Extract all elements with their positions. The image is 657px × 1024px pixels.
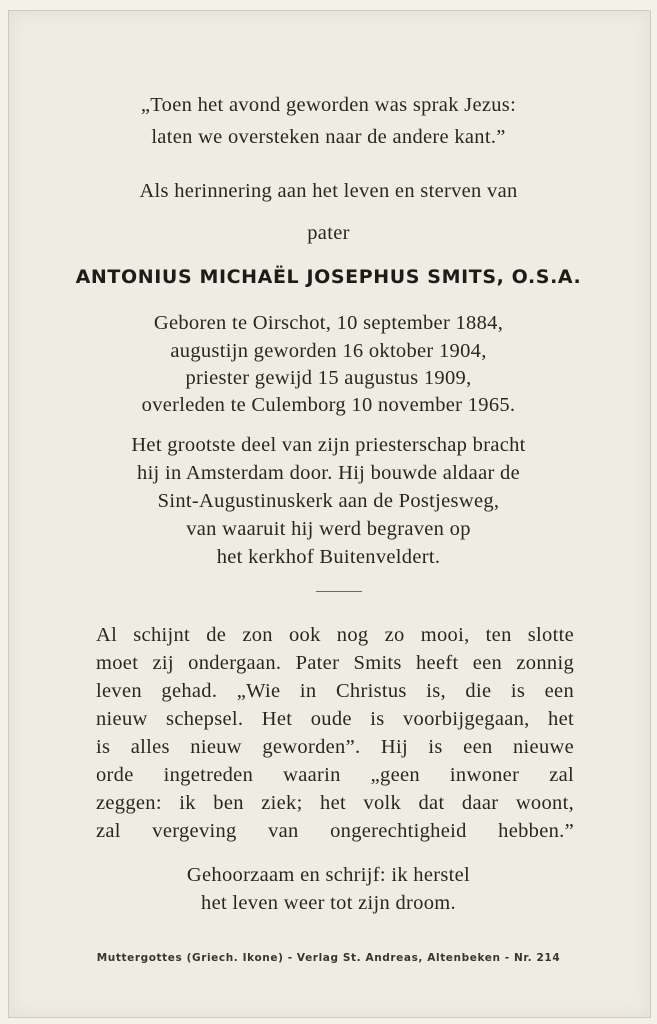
- pater-title: pater: [307, 222, 350, 244]
- closing-line-1: Gehoorzaam en schrijf: ik herstel: [186, 864, 471, 886]
- career-line-3: Sint-Augustinuskerk aan de Postjesweg,: [157, 490, 500, 512]
- deceased-name: ANTONIUS MICHAËL JOSEPHUS SMITS, O.S.A.: [75, 266, 582, 288]
- dates-line-1: Geboren te Oirschot, 10 september 1884,: [153, 312, 504, 334]
- reflection-line-3: leven gehad. „Wie in Christus is, die is een: [96, 680, 574, 702]
- divider-rule: [316, 591, 362, 592]
- reflection-line-4: nieuw schepsel. Het oude is voorbijgegaan, het: [96, 708, 574, 730]
- career-line-4: van waaruit hij werd begraven op: [186, 518, 471, 540]
- reflection-line-6: orde ingetreden waarin „geen inwoner zal: [96, 764, 574, 786]
- dates-line-2: augustijn geworden 16 oktober 1904,: [170, 340, 487, 362]
- quote-line-2: laten we oversteken naar de andere kant.”: [151, 126, 506, 148]
- dates-line-3: priester gewijd 15 augustus 1909,: [185, 367, 472, 389]
- closing-line-2: het leven weer tot zijn droom.: [201, 892, 456, 914]
- dates-line-4: overleden te Culemborg 10 november 1965.: [141, 394, 516, 416]
- reflection-line-5: is alles nieuw geworden”. Hij is een nieuwe: [96, 736, 574, 758]
- reflection-line-1: Al schijnt de zon ook nog zo mooi, ten slotte: [96, 624, 574, 646]
- reflection-line-2: moet zij ondergaan. Pater Smits heeft een zonnig: [96, 652, 574, 674]
- career-line-5: het kerkhof Buitenveldert.: [216, 546, 441, 568]
- quote-line-1: „Toen het avond geworden was sprak Jezus:: [140, 94, 517, 116]
- publisher-footer: Muttergottes (Griech. Ikone) - Verlag St. Andreas, Altenbeken - Nr. 214: [96, 952, 561, 964]
- career-line-2: hij in Amsterdam door. Hij bouwde aldaar de: [137, 462, 520, 484]
- reflection-line-7: zeggen: ik ben ziek; het volk dat daar woont,: [96, 792, 574, 814]
- career-line-1: Het grootste deel van zijn priesterschap bracht: [131, 434, 526, 456]
- reflection-line-8: zal vergeving van ongerechtigheid hebben.”: [96, 820, 574, 842]
- intro-line: Als herinnering aan het leven en sterven van: [139, 180, 518, 202]
